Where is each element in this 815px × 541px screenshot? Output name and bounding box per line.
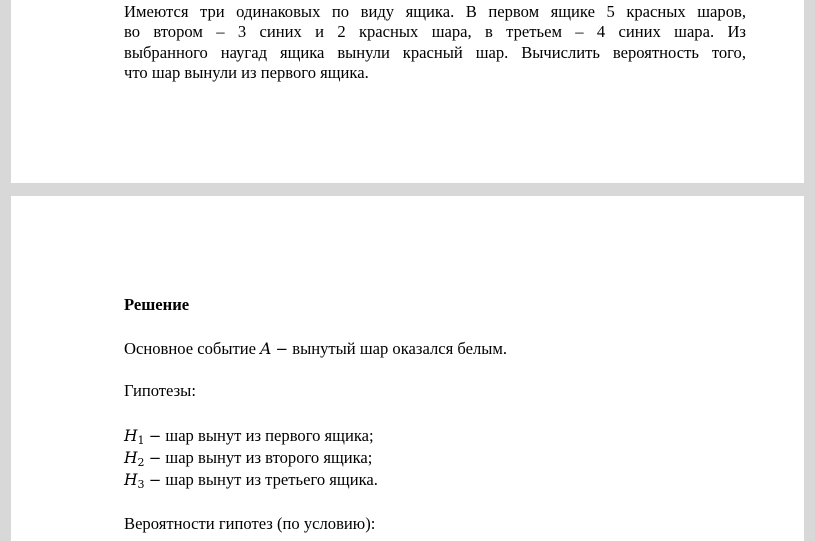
hypothesis-3-index: 3 xyxy=(137,478,145,491)
hypothesis-2 xyxy=(124,448,372,470)
hypothesis-3-text: шар вынут из третьего ящика. xyxy=(161,470,378,489)
main-event-prefix: Основное событие xyxy=(124,339,261,358)
document-page-1 xyxy=(11,0,804,183)
problem-line-4: что шар вынули из первого ящика. xyxy=(124,62,369,82)
main-event-text: вынутый шар оказался белым. xyxy=(288,339,508,358)
hypothesis-3-dash: − xyxy=(148,471,162,489)
problem-line-1: Имеются три одинаковых по виду ящика. В первом ящике 5 красных шаров, xyxy=(124,2,746,21)
hypothesis-3-symbol: H xyxy=(124,471,138,489)
hypothesis-1-dash: − xyxy=(148,427,162,445)
probabilities-label: Вероятности гипотез (по условию): xyxy=(124,514,376,533)
hypothesis-2-symbol: H xyxy=(124,449,138,467)
hypothesis-2-index: 2 xyxy=(137,456,145,469)
hypotheses-label: Гипотезы: xyxy=(124,381,196,400)
event-symbol: A xyxy=(260,340,272,358)
hypothesis-1-text: шар вынут из первого ящика; xyxy=(161,426,374,445)
hypothesis-1-index: 1 xyxy=(137,434,145,447)
document-page-2 xyxy=(11,196,804,541)
main-event-line xyxy=(124,339,507,359)
hypothesis-2-dash: − xyxy=(148,449,162,467)
problem-line-3: выбранного наугад ящика вынули красный шар. Вычислить вероятность того, xyxy=(124,42,746,62)
problem-statement xyxy=(124,2,746,83)
hypothesis-1-symbol: H xyxy=(124,427,138,445)
event-dash: − xyxy=(275,340,289,358)
hypothesis-1 xyxy=(124,426,374,448)
hypothesis-3 xyxy=(124,470,378,492)
hypothesis-2-text: шар вынут из второго ящика; xyxy=(161,448,373,467)
problem-line-2: во втором – 3 синих и 2 красных шара, в третьем – 4 синих шара. Из xyxy=(124,22,746,42)
solution-heading: Решение xyxy=(124,295,190,314)
